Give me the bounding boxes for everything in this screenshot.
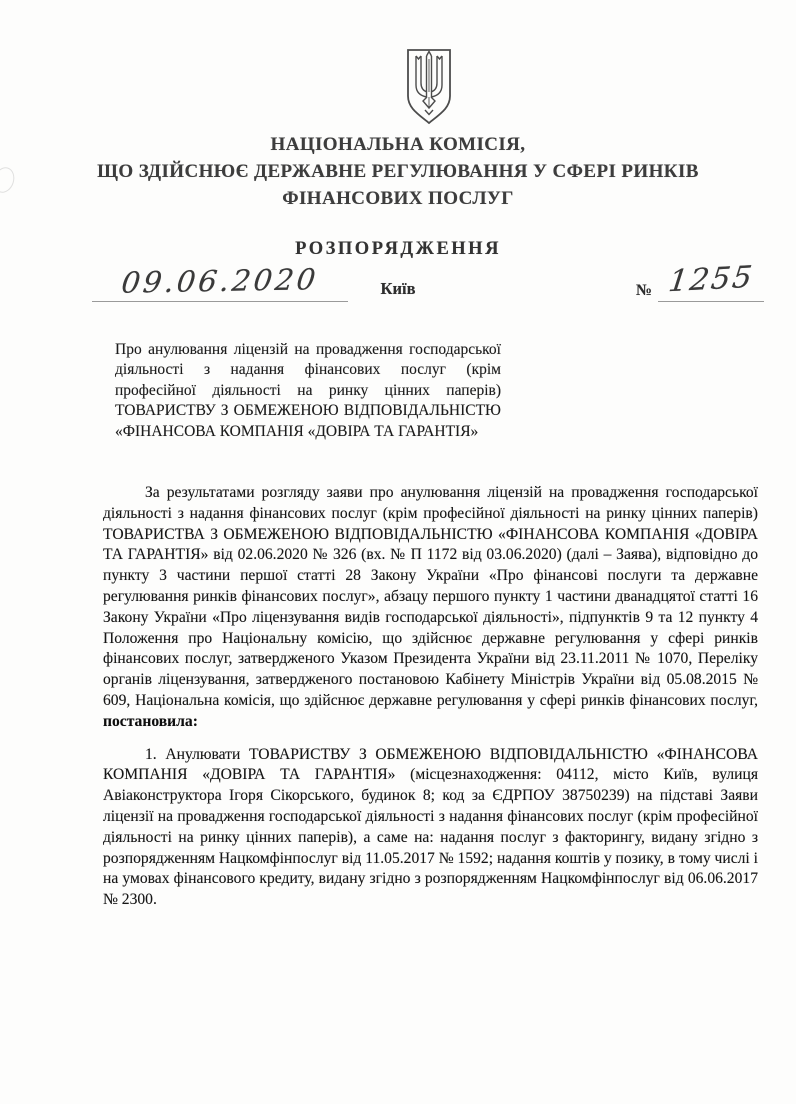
- subject-block: Про анулювання ліцензій на провадження господарської діяльності з надання фінансових послуг (крім професійної діяльності на ринку цінних паперів) ТОВАРИСТВУ З ОБМЕЖЕНОЮ ВІДПОВІДАЛЬНІСТЮ «ФІНАНСОВА КОМПАНІЯ «ДОВІРА ТА ГАРАНТІЯ»: [115, 341, 501, 440]
- ukraine-trident-emblem-icon: [399, 47, 459, 127]
- number-field: [658, 259, 764, 302]
- number-handwritten: 1255: [666, 259, 756, 300]
- city-label: Київ: [380, 279, 416, 298]
- number-sign-label: №: [636, 282, 653, 299]
- org-name-line3: ФІНАНСОВИХ ПОСЛУГ: [282, 188, 514, 209]
- doc-type-title: РОЗПОРЯДЖЕННЯ: [295, 239, 501, 259]
- date-handwritten: 09.06.2020: [119, 262, 321, 300]
- document-body: [103, 483, 758, 911]
- body-paragraph-2: 1. Анулювати ТОВАРИСТВУ З ОБМЕЖЕНОЮ ВІДПОВІДАЛЬНІСТЮ «ФІНАНСОВА КОМПАНІЯ «ДОВІРА ТА ГАРАНТІЯ» (місцезнаходження: 04112, місто Київ, вулиця Авіаконструктора Ігоря Сікорського, будинок 8; код за ЄДРПОУ 38750239) на підставі Заяви ліцензії на провадження господарської діяльності з надання фінансових послуг (крім професійної діяльності на ринку цінних паперів), а саме на: надання послуг з факторингу, видану згідно з розпорядженням Нацкомфінпослуг від 11.05.2017 № 1592; надання коштів у позику, в тому числі і на умовах фінансового кредиту, видану згідно з розпорядженням Нацкомфінпослуг від 06.06.2017 № 2300.: [103, 745, 758, 909]
- paragraph-1-text: За результатами розгляду заяви про анулювання ліцензій на провадження господарської діяльності з надання фінансових послуг (крім професійної діяльності на ринку цінних паперів) ТОВАРИСТВА З ОБМЕЖЕНОЮ ВІДПОВІДАЛЬНІСТЮ «ФІНАНСОВА КОМПАНІЯ «ДОВІРА ТА ГАРАНТІЯ» від 02.06.2020 № 326 (вх. № П 1172 від 03.06.2020) (далі – Заява), відповідно до пункту 3 частини першої статті 28 Закону України «Про фінансові послуги та державне регулювання ринків фінансових послуг», абзацу першого пункту 1 частини дванадцятої статті 16 Закону України «Про ліцензування видів господарської діяльності», підпунктів 9 та 12 пункту 4 Положення про Національну комісію, що здійснює державне регулювання у сфері ринків фінансових послуг, затвердженого Указом Президента України від 23.11.2011 № 1070, Переліку органів ліцензування, затвердженого постановою Кабінету Міністрів України від 05.08.2015 № 609, Національна комісія, що здійснює державне регулювання у сфері ринків фінансових послуг,: [103, 484, 758, 709]
- org-name: [0, 131, 796, 212]
- org-name-line2: ЩО ЗДІЙСНЮЄ ДЕРЖАВНЕ РЕГУЛЮВАННЯ У СФЕРІ РИНКІВ: [97, 161, 699, 182]
- org-name-line1: НАЦІОНАЛЬНА КОМІСІЯ,: [270, 134, 526, 155]
- resolution-word: постановила:: [103, 712, 198, 730]
- body-paragraph-1: [103, 483, 758, 733]
